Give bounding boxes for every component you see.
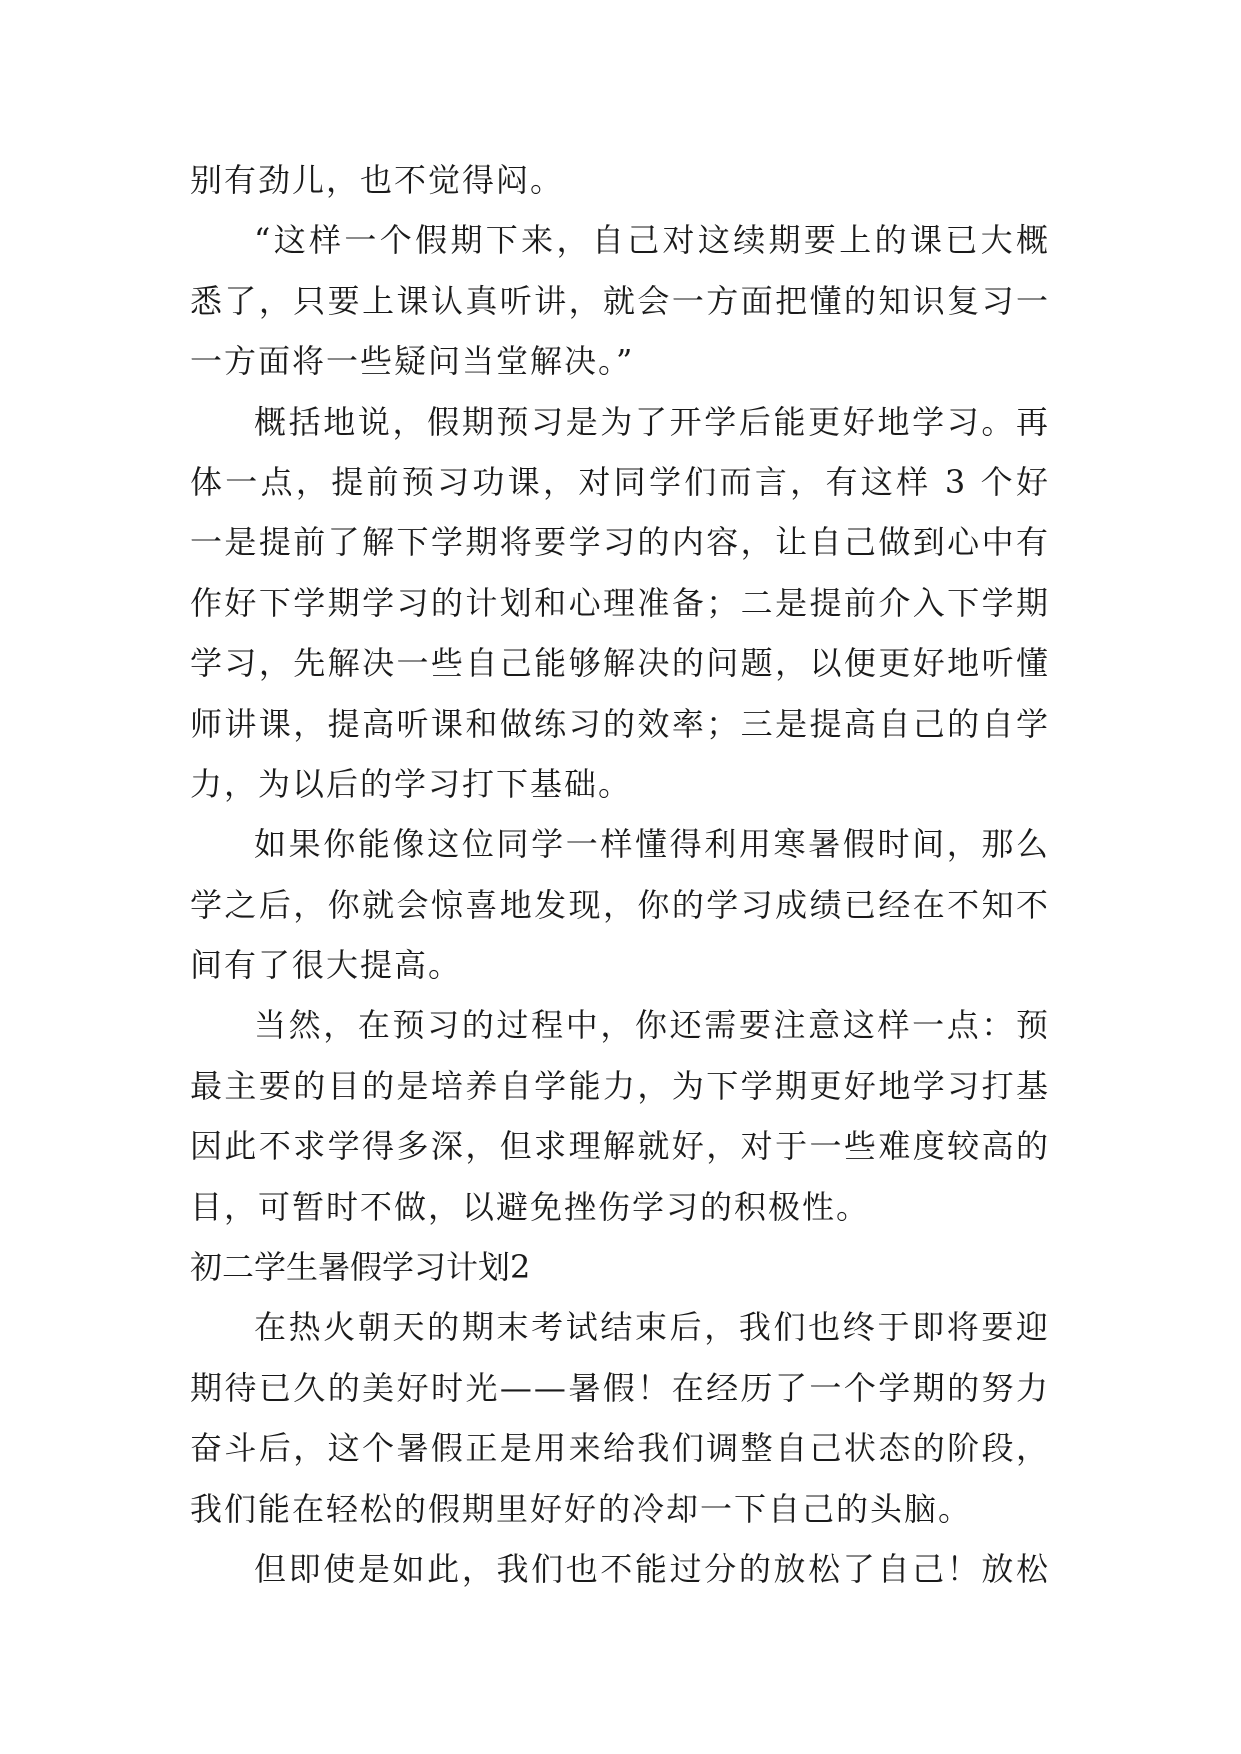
- paragraph-line: 奋斗后，这个暑假正是用来给我们调整自己状态的阶段，: [190, 1429, 1050, 1468]
- paragraph-line: 悉了，只要上课认真听讲，就会一方面把懂的知识复习一: [190, 281, 1050, 320]
- paragraph-line: 目，可暂时不做，以避免挫伤学习的积极性。: [190, 1187, 871, 1226]
- paragraph-line: 期待已久的美好时光——暑假！在经历了一个学期的努力: [190, 1368, 1050, 1407]
- paragraph-line: 学习，先解决一些自己能够解决的问题，以便更好地听懂: [190, 644, 1050, 683]
- document-body: [190, 150, 1050, 1599]
- paragraph-line: 概括地说，假期预习是为了开学后能更好地学习。再: [254, 402, 1050, 441]
- paragraph-line: 如果你能像这位同学一样懂得利用寒暑假时间，那么: [254, 825, 1050, 864]
- paragraph-line: 一方面将一些疑问当堂解决。”: [190, 342, 635, 381]
- paragraph-line: 间有了很大提高。: [190, 946, 463, 985]
- paragraph-line: 学之后，你就会惊喜地发现，你的学习成绩已经在不知不: [190, 885, 1050, 924]
- paragraph-line: 但即使是如此，我们也不能过分的放松了自己！放松: [254, 1549, 1050, 1588]
- paragraph-line: 一是提前了解下学期将要学习的内容，让自己做到心中有: [190, 523, 1050, 562]
- paragraph-line: 最主要的目的是培养自学能力，为下学期更好地学习打基: [190, 1066, 1050, 1105]
- paragraph-line: 作好下学期学习的计划和心理准备；二是提前介入下学期: [190, 583, 1050, 622]
- paragraph-line: 因此不求学得多深，但求理解就好，对于一些难度较高的: [190, 1127, 1050, 1166]
- paragraph-line: 力，为以后的学习打下基础。: [190, 764, 633, 803]
- paragraph-line: 当然，在预习的过程中，你还需要注意这样一点：预: [254, 1006, 1050, 1045]
- section-heading: 初二学生暑假学习计划2: [190, 1248, 531, 1287]
- paragraph-line: 师讲课，提高听课和做练习的效率；三是提高自己的自学: [190, 704, 1050, 743]
- paragraph-line: 我们能在轻松的假期里好好的冷却一下自己的头脑。: [190, 1489, 973, 1528]
- paragraph-line: 在热火朝天的期末考试结束后，我们也终于即将要迎: [254, 1308, 1050, 1347]
- paragraph-line: 别有劲儿，也不觉得闷。: [190, 161, 565, 199]
- paragraph-line: “这样一个假期下来，自己对这续期要上的课已大概: [254, 221, 1050, 260]
- paragraph-line: 体一点，提前预习功课，对同学们而言，有这样 3 个好: [190, 462, 1050, 501]
